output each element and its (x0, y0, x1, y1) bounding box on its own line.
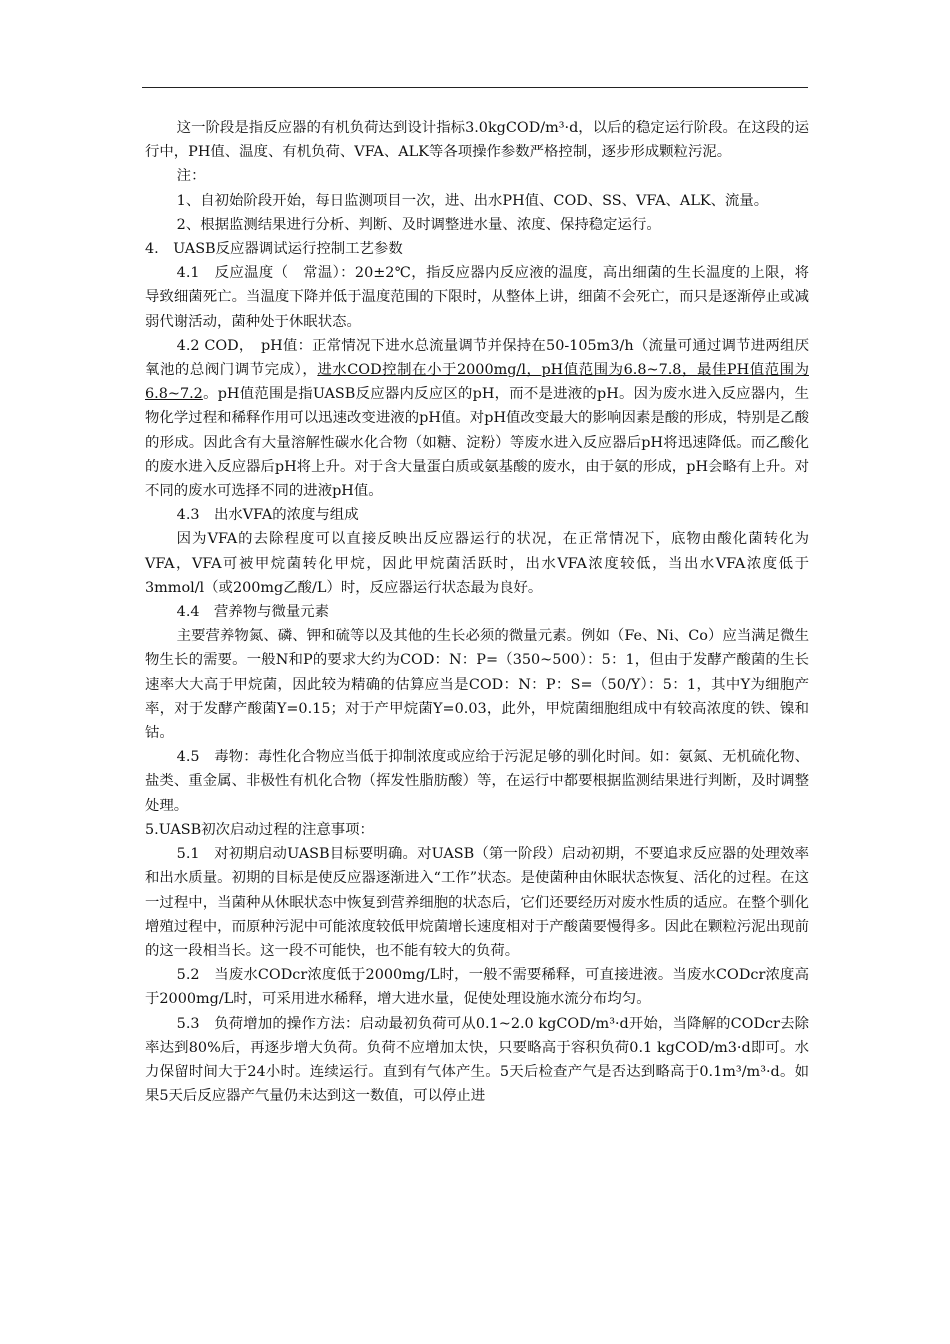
section-4-2-cod-ph (145, 334, 809, 503)
note-item-2: 2、根据监测结果进行分析、判断、及时调整进水量、浓度、保持稳定运行。 (176, 216, 661, 233)
section-5-3-load-increase: 5.3 负荷增加的操作方法：启动最初负荷可从0.1~2.0 kgCOD/m³·d开始，当降解的CODcr去除率达到80%后，再逐步增大负荷。负荷不应增加太快，只要略高于容积负荷0.1 kgCOD/m3·d即可。水力保留时间大于24小时。连续运行。直到有气体产生。5天后检查产气是否达到略高于0.1m³/m³·d。如果5天后反应器产气量仍未达到这一数值，可以停止进 (145, 1015, 809, 1105)
section-4-5-toxins: 4.5 毒物：毒性化合物应当低于抑制浓度或应给于污泥足够的驯化时间。如：氨氮、无机硫化物、盐类、重金属、非极性有机化合物（挥发性脂肪酸）等，在运行中都要根据监测结果进行判断，及时调整处理。 (145, 749, 809, 814)
section-5-2-dilution: 5.2 当废水CODcr浓度低于2000mg/L时，一般不需要稀释，可直接进液。当废水CODcr浓度高于2000mg/L时，可采用进水稀释，增大进水量，促使处理设施水流分布均匀。 (145, 967, 809, 1008)
section-4-heading: 4. UASB反应器调试运行控制工艺参数 (145, 241, 403, 258)
section-4-1-temperature: 4.1 反应温度（ 常温）：20±2℃，指反应器内反应液的温度，高出细菌的生长温度的上限，将导致细菌死亡。当温度下降并低于温度范围的下限时，从整体上讲，细菌不会死亡，而只是逐渐停止或减弱代谢活动，菌种处于休眠状态。 (145, 265, 809, 330)
header-rule (142, 87, 808, 88)
section-4-4-nutrients: 主要营养物氮、磷、钾和硫等以及其他的生长必须的微量元素。例如（Fe、Ni、Co）应当满足微生物生长的需要。一般N和P的要求大约为COD：N：P=（350~500）：5：1，但由于发酵产酸菌的生长速率大大高于甲烷菌，因此较为精确的估算应当是COD：N：P：S=（50/Y）：5：1，其中Y为细胞产率，对于发酵产酸菌Y=0.15；对于产甲烷菌Y=0.03，此外，甲烷菌细胞组成中有较高浓度的铁、镍和钴。 (145, 628, 809, 742)
section-5-heading: 5.UASB初次启动过程的注意事项： (145, 821, 374, 838)
section-5-1-startup-goal: 5.1 对初期启动UASB目标要明确。对UASB（第一阶段）启动初期，不要追求反应器的处理效率和出水质量。初期的目标是使反应器逐渐进入“工作”状态。是使菌种由休眠状态恢复、活化的过程。在这一过程中，当菌种从休眠状态中恢复到营养细胞的状态后，它们还要经历对废水性质的适应。在整个驯化增殖过程中，而原种污泥中可能浓度较低甲烷菌增长速度相对于产酸菌要慢得多。因此在颗粒污泥出现前的这一段相当长。这一段不可能快，也不能有较大的负荷。 (145, 846, 809, 959)
body-text (145, 116, 809, 1108)
stage-paragraph: 这一阶段是指反应器的有机负荷达到设计指标3.0kgCOD/m³·d，以后的稳定运行阶段。在这段的运行中，PH值、温度、有机负荷、VFA、ALK等各项操作参数严格控制，逐步形成颗粒污泥。 (145, 120, 809, 161)
section-4-3-vfa: 因为VFA的去除程度可以直接反映出反应器运行的状况，在正常情况下，底物由酸化菌转化为VFA，VFA可被甲烷菌转化甲烷，因此甲烷菌活跃时，出水VFA浓度较低，当出水VFA浓度低于3mmol/l（或200mg乙酸/L）时，反应器运行状态最为良好。 (145, 531, 809, 596)
note-label: 注： (176, 168, 206, 185)
section-4-2-text-a: 4.2 COD， pH值：正常情况下进水总流量调节并保持在50-105m3/h（流量可通过调节进两组厌氧池的总阀门调节完成）， (145, 337, 809, 379)
section-4-4-heading: 4.4 营养物与微量元素 (176, 604, 330, 621)
section-4-2-underlined: 进水COD控制在小于2000mg/l，pH值范围为6.8~7.8，最佳PH值范围为6.8~7.2 (145, 362, 809, 403)
section-4-3-heading: 4.3 出水VFA的浓度与组成 (176, 507, 359, 524)
note-item-1: 1、自初始阶段开始，每日监测项目一次，进、出水PH值、COD、SS、VFA、ALK、流量。 (176, 192, 769, 209)
section-4-2-text-b: 。pH值范围是指UASB反应器内反应区的pH，而不是进液的pH。因为废水进入反应器内，生物化学过程和稀释作用可以迅速改变进液的pH值。对pH值改变最大的影响因素是酸的形成，特别是乙酸的形成。因此含有大量溶解性碳水化合物（如糖、淀粉）等废水进入反应器后pH将迅速降低。而乙酸化的废水进入反应器后pH将上升。对于含大量蛋白质或氨基酸的废水，由于氨的形成，pH会略有上升。对不同的废水可选择不同的进液pH值。 (145, 386, 809, 500)
